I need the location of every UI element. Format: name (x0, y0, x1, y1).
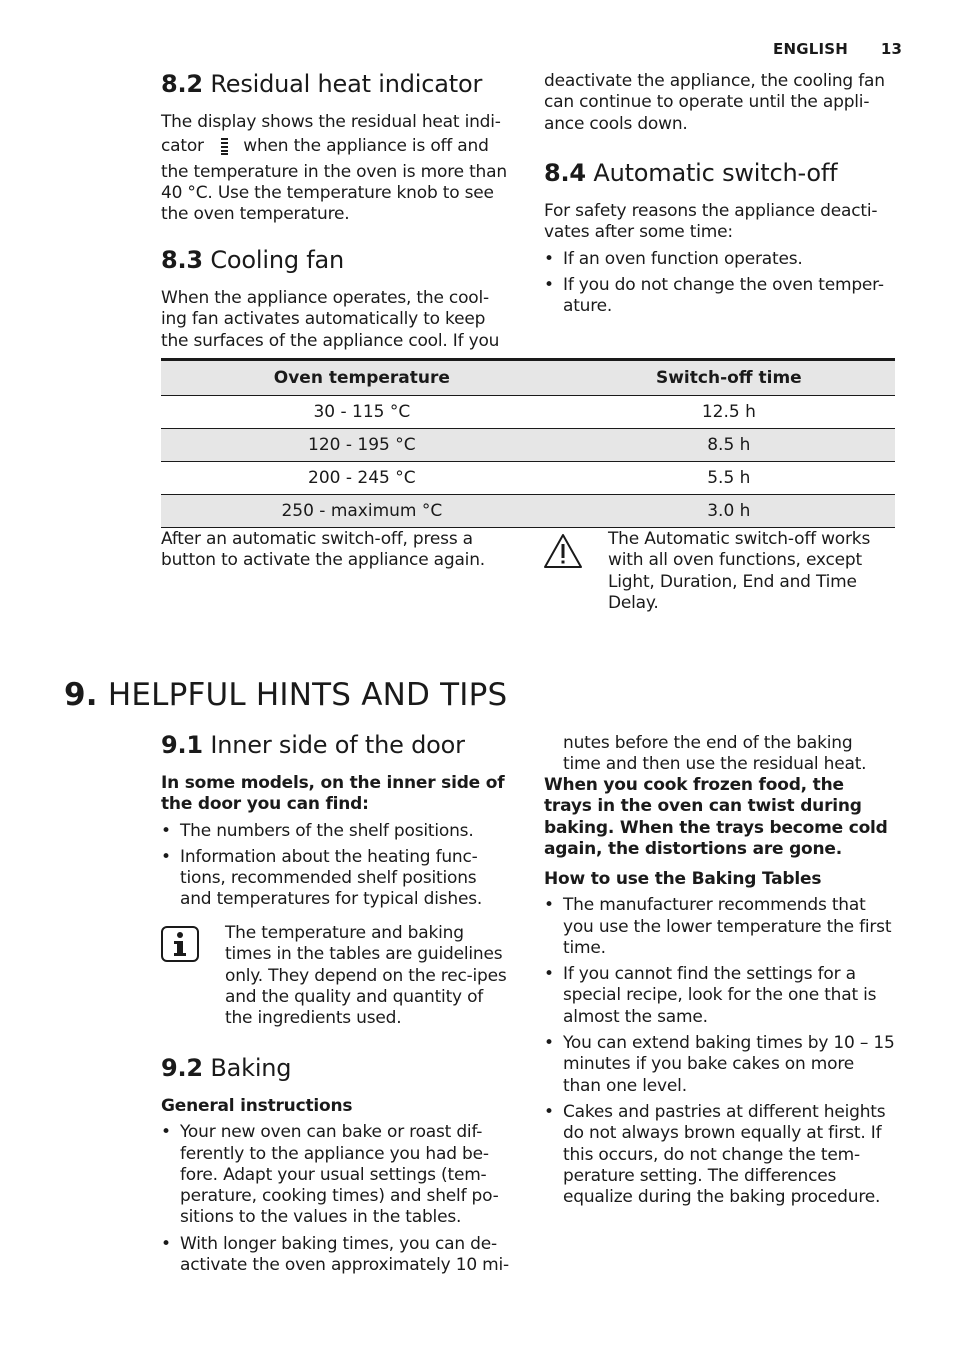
warning-text: The Automatic switch-off works with all oven functions, except Light, Duration, End and Time Delay. (608, 529, 871, 613)
chapter-9-heading-wrap (64, 677, 864, 713)
section-number: 8.2 (161, 70, 203, 98)
section-9-1-heading (161, 731, 513, 759)
section-8-4 (544, 159, 896, 322)
residual-heat-icon (220, 137, 229, 161)
section-8-3-heading (161, 246, 511, 274)
table-cell: 200 - 245 °C (161, 462, 563, 495)
section-8-2-paragraph (161, 112, 516, 225)
list-item-continued: nutes before the end of the baking time and then use the residual heat. (563, 733, 867, 775)
section-number: 8.3 (161, 246, 203, 274)
section-title: Inner side of the door (210, 731, 465, 759)
page-number: 13 (880, 40, 903, 58)
table-cell: 250 - maximum °C (161, 495, 563, 528)
frozen-food-note: When you cook frozen food, the trays in the oven can twist during baking. When the trays become cold again, the distortions are gone. (544, 775, 888, 859)
table-cell: 120 - 195 °C (161, 429, 563, 462)
list-item: • Your new oven can bake or roast dif-ferently to the appliance you had be-fore. Adapt your usual settings (tem-perature, cooking times) and shelf po-sitions to the values in the tables. (161, 1122, 513, 1228)
list-item: • Information about the heating func-tions, recommended shelf positions and temperatures for typical dishes. (161, 847, 513, 911)
paragraph-text: the temperature in the oven is more than 40 °C. Use the temperature knob to see the oven temperature. (161, 161, 507, 225)
section-9-2 (161, 1054, 513, 1281)
list-item: • The manufacturer recommends that you use the lower temperature the first time. (544, 895, 896, 959)
table-cell: 8.5 h (563, 429, 895, 462)
info-icon (161, 926, 199, 966)
section-8-2 (161, 70, 516, 225)
paragraph-text: when the appliance is off and (243, 136, 489, 157)
section-8-2-heading (161, 70, 516, 98)
page-header (773, 40, 902, 58)
table-row (161, 462, 895, 495)
paragraph-text: cator (161, 136, 204, 157)
section-8-3-paragraph: When the appliance operates, the cool-ing fan activates automatically to keep the surfaces of the appliance cool. If you (161, 288, 500, 351)
general-instructions-subhead: General instructions (161, 1096, 353, 1116)
chapter-title: HELPFUL HINTS AND TIPS (107, 677, 508, 713)
table-cell: 3.0 h (563, 495, 895, 528)
list-item: • If an oven function operates. (544, 249, 896, 270)
table-cell: 30 - 115 °C (161, 396, 563, 429)
info-note-text: The temperature and baking times in the tables are guidelines only. They depend on the rec-ipes and the quality and quantity of the ingredients used. (225, 923, 507, 1029)
chapter-9-heading (64, 677, 864, 713)
table-header-row (161, 360, 895, 396)
list-item: • You can extend baking times by 10 – 15 minutes if you bake cakes on more than one level. (544, 1033, 896, 1097)
section-8-4-heading (544, 159, 896, 187)
list-item: • If you do not change the oven temper-ature. (544, 275, 896, 318)
section-number: 9.2 (161, 1054, 203, 1082)
section-8-4-intro: For safety reasons the appliance deacti-vates after some time: (544, 201, 878, 243)
section-title: Cooling fan (210, 246, 345, 274)
section-9-1-list (161, 821, 513, 911)
paragraph-line-with-icon (161, 136, 516, 161)
table-cell: 12.5 h (563, 396, 895, 429)
paragraph-line: The display shows the residual heat indi- (161, 112, 501, 132)
section-number: 9.1 (161, 731, 203, 759)
section-title: Automatic switch-off (593, 159, 838, 187)
section-9-1 (161, 731, 513, 916)
section-number: 8.4 (544, 159, 586, 187)
section-8-3 (161, 246, 511, 352)
switch-off-table-wrap (161, 358, 895, 528)
general-instructions-list (161, 1122, 513, 1276)
table-row (161, 429, 895, 462)
baking-tables-subhead: How to use the Baking Tables (544, 869, 822, 889)
header-language: ENGLISH (773, 40, 849, 58)
table-header-cell: Oven temperature (161, 360, 563, 396)
section-8-3-paragraph-continued: deactivate the appliance, the cooling fan can continue to operate until the appli-ance cools down. (544, 71, 885, 134)
list-item: • If you cannot find the settings for a special recipe, look for the one that is almost the same. (544, 964, 896, 1028)
section-9-2-heading (161, 1054, 513, 1082)
section-title: Baking (210, 1054, 292, 1082)
table-cell: 5.5 h (563, 462, 895, 495)
chapter-number: 9. (64, 677, 98, 713)
table-row (161, 495, 895, 528)
table-header-cell: Switch-off time (563, 360, 895, 396)
switch-off-table (161, 358, 895, 528)
warning-icon (543, 533, 583, 573)
section-9-1-intro: In some models, on the inner side of the door you can find: (161, 773, 505, 815)
baking-tables-list (544, 895, 896, 1208)
list-item: • With longer baking times, you can de-activate the oven approximately 10 mi- (161, 1234, 513, 1277)
list-item: • The numbers of the shelf positions. (161, 821, 513, 842)
list-item: • Cakes and pastries at different heights do not always brown equally at first. If this occurs, do not change the tem-perature setting. The differences equalize during the baking procedure. (544, 1102, 896, 1208)
baking-tables-block (544, 869, 896, 1213)
after-switch-off-note: After an automatic switch-off, press a button to activate the appliance again. (161, 529, 485, 571)
section-title: Residual heat indicator (210, 70, 483, 98)
section-8-4-list (544, 249, 896, 318)
table-row (161, 396, 895, 429)
